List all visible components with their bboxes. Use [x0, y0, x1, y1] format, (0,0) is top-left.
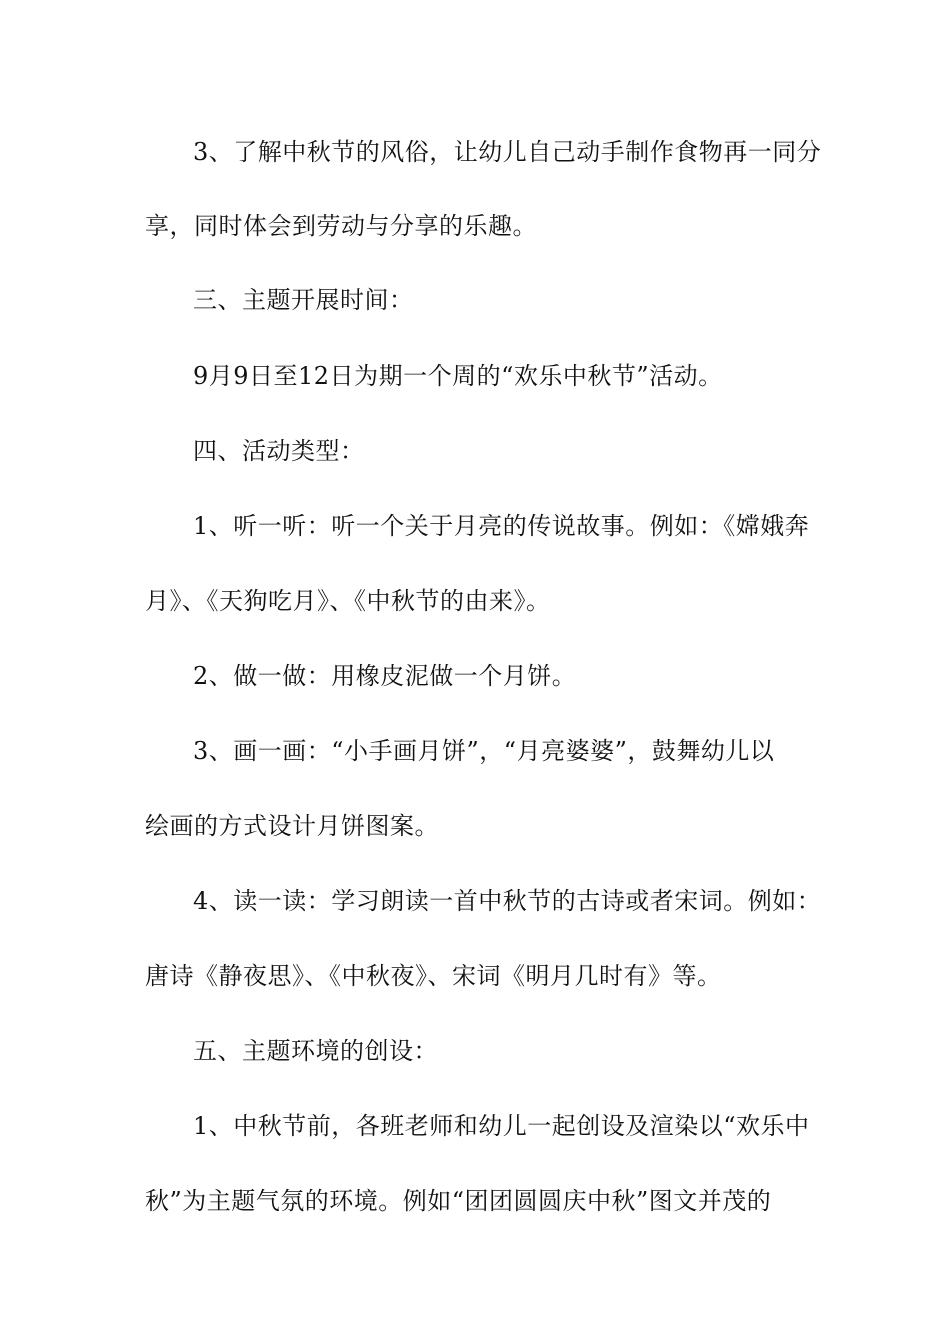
text-line: 2、做一做：用橡皮泥做一个月饼。	[193, 662, 577, 690]
text-line: 月》、《天狗吃月》、《中秋节的由来》。	[145, 587, 551, 615]
text-line: 3、了解中秋节的风俗，让幼儿自己动手制作食物再一同分	[193, 138, 822, 166]
section-heading: 五、主题环境的创设：	[193, 1037, 438, 1065]
section-heading: 三、主题开展时间：	[193, 286, 414, 314]
text-line: 9月9日至12日为期一个周的“欢乐中秋节”活动。	[193, 362, 723, 390]
section-heading: 四、活动类型：	[193, 437, 365, 465]
text-line: 享，同时体会到劳动与分享的乐趣。	[145, 212, 537, 240]
text-line: 1、听一听：听一个关于月亮的传说故事。例如：《嫦娥奔	[193, 512, 810, 540]
text-line: 绘画的方式设计月饼图案。	[145, 812, 439, 840]
text-line: 1、中秋节前，各班老师和幼儿一起创设及渲染以“欢乐中	[193, 1112, 810, 1140]
text-line: 4、读一读：学习朗读一首中秋节的古诗或者宋词。例如：	[193, 887, 822, 915]
text-line: 秋”为主题气氛的环境。例如“团团圆圆庆中秋”图文并茂的	[145, 1187, 772, 1215]
text-line: 3、画一画：“小手画月饼”，“月亮婆婆”，鼓舞幼儿以	[193, 737, 775, 765]
text-line: 唐诗《静夜思》、《中秋夜》、宋词《明月几时有》等。	[145, 962, 722, 990]
